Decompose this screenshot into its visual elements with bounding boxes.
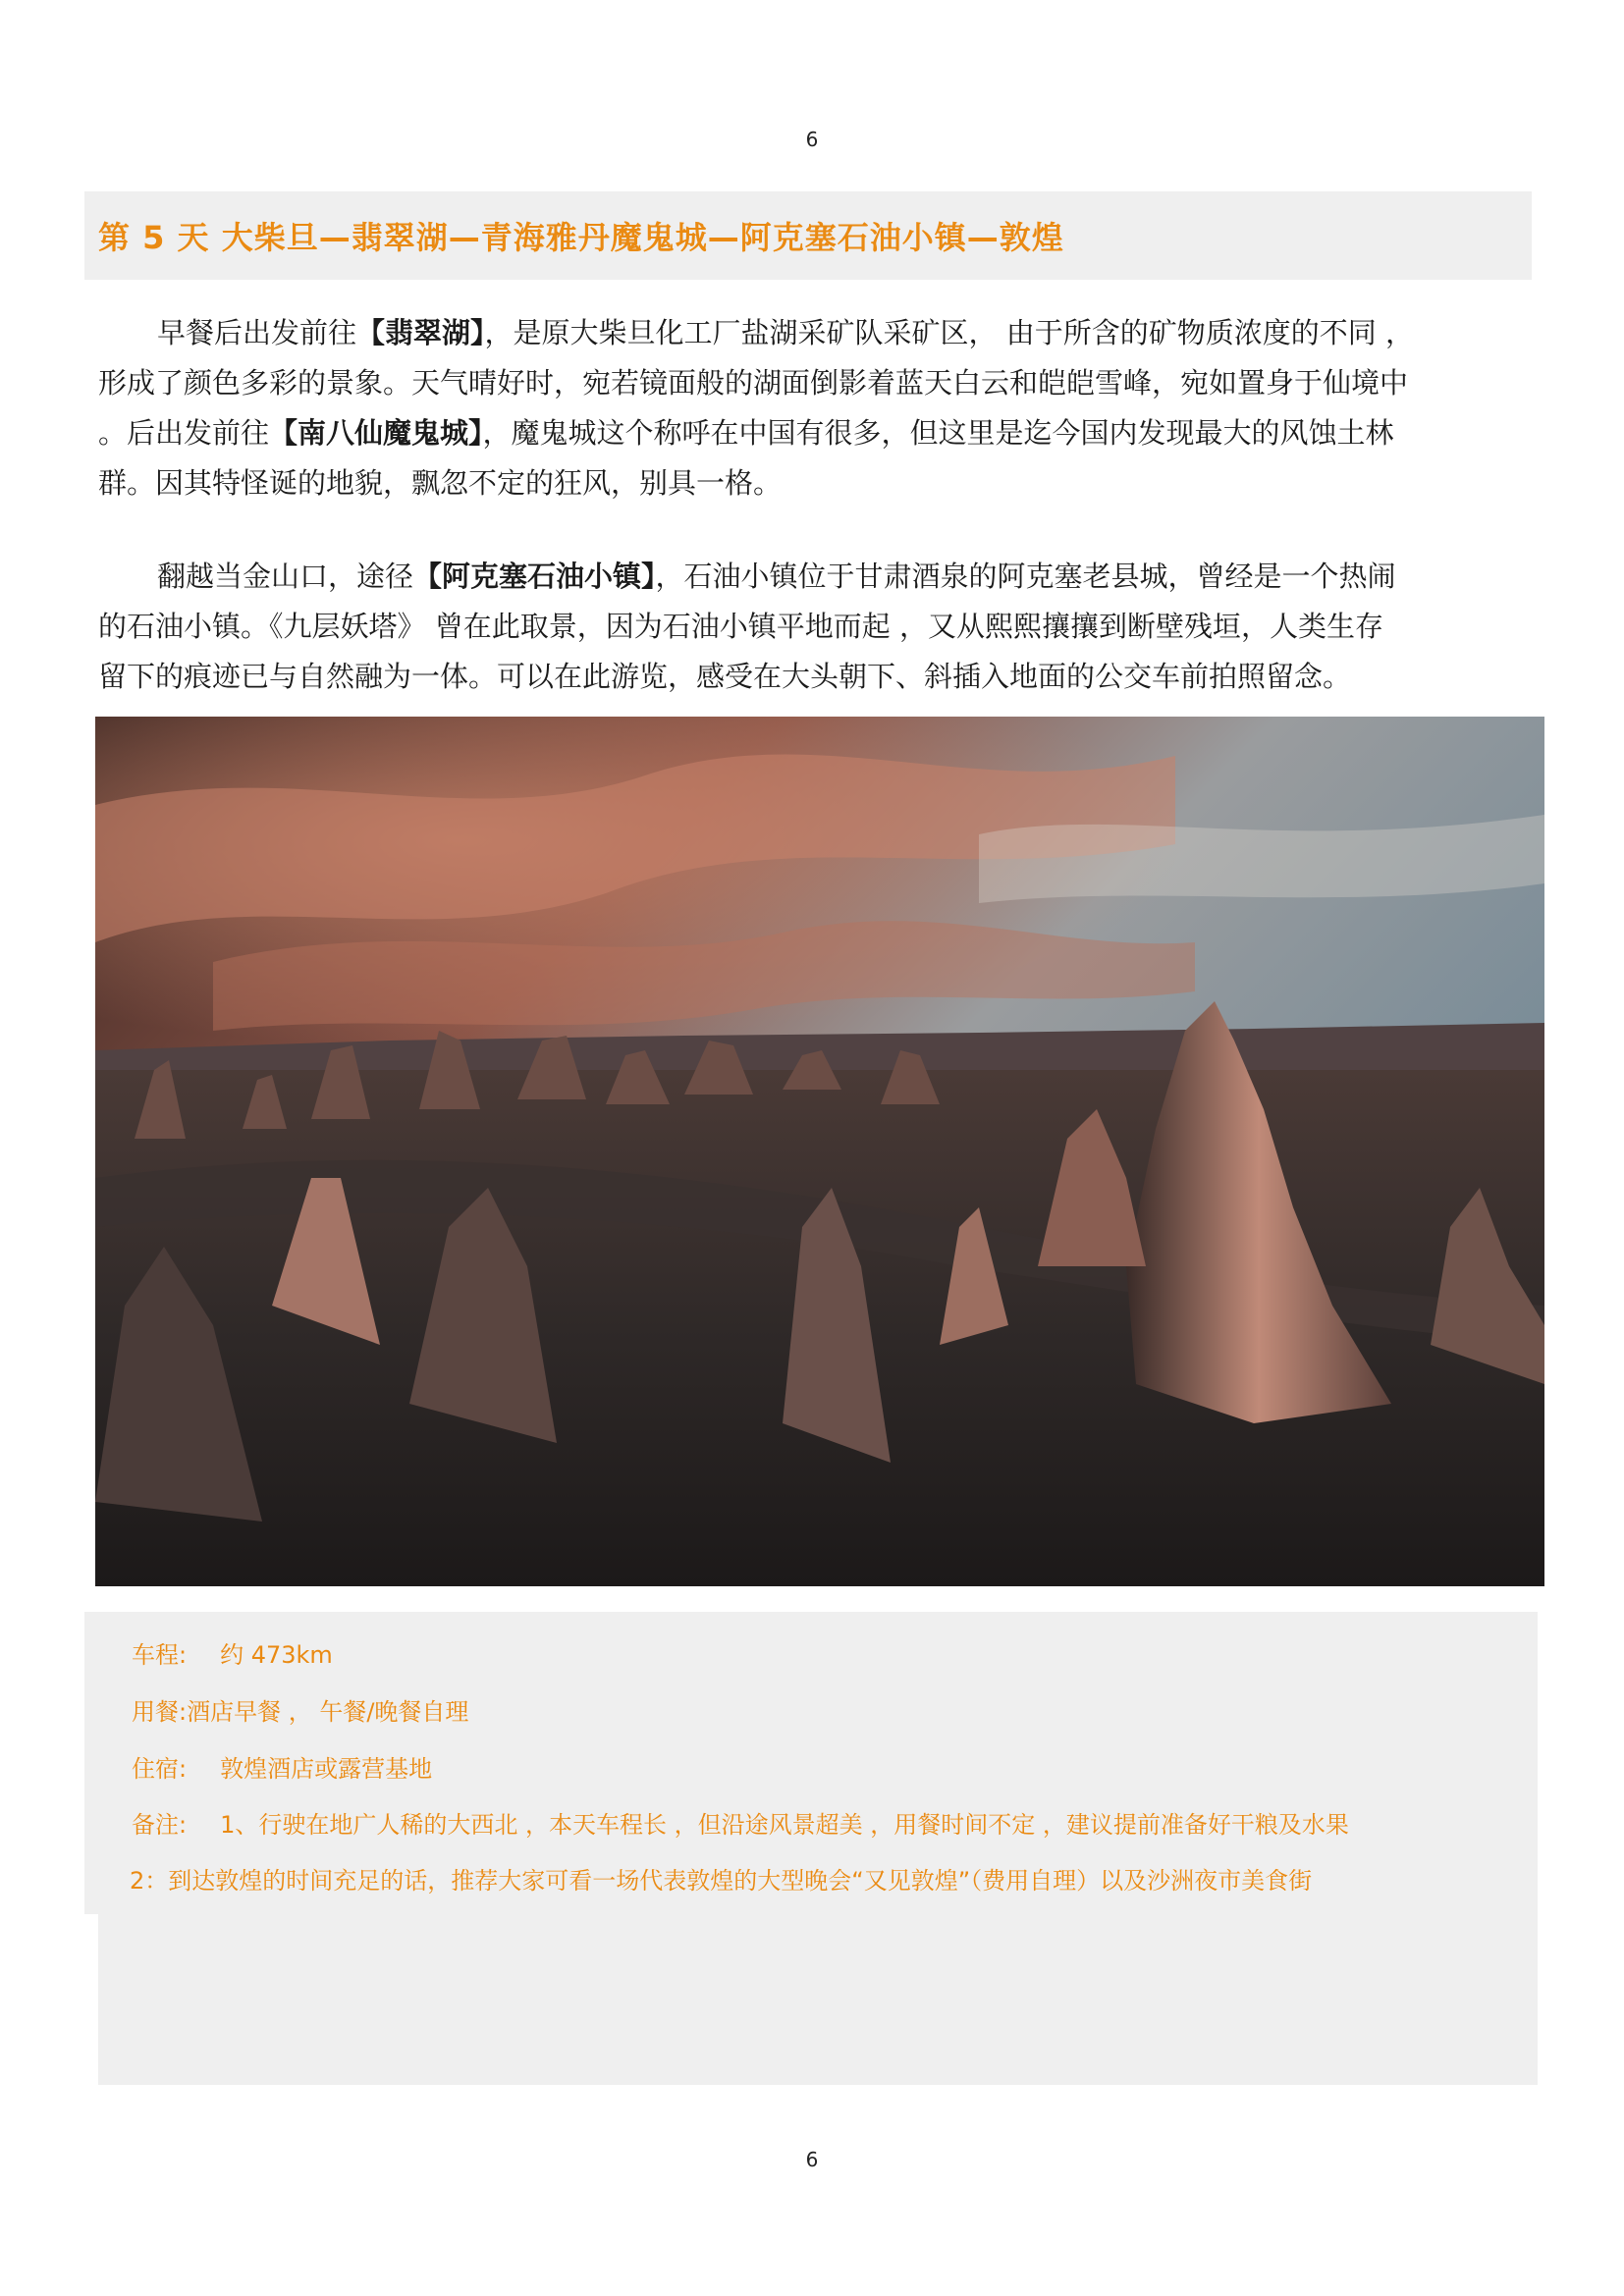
day-header: [84, 191, 1532, 280]
paragraph-jade-lake: [98, 308, 1443, 508]
paragraph-line: 群。因其特怪诞的地貌，飘忽不定的狂风，别具一格。: [98, 466, 783, 500]
paragraph-line: 的石油小镇。《九层妖塔》 曾在此取景，因为石油小镇平地而起 ，又从熙熙攘攘到断壁残垣，人类生存: [98, 610, 1383, 643]
day-title: 第 5 天 大柴旦—翡翠湖—青海雅丹魔鬼城—阿克塞石油小镇—敦煌: [98, 219, 1064, 256]
lodging-row: [132, 1749, 432, 1784]
paragraph-line: 。后出发前往【南八仙魔鬼城】，魔鬼城这个称呼在中国有很多，但这里是迄今国内发现最大的风蚀土林: [98, 416, 1394, 450]
page-number-top: 6: [805, 128, 819, 151]
lodging-value: 敦煌酒店或露营基地: [220, 1755, 433, 1783]
meals-label: 用餐:: [132, 1698, 188, 1726]
distance-row: [132, 1635, 333, 1670]
note-1: 1、行驶在地广人稀的大西北 ，本天车程长 ，但沿途风景超美 ，用餐时间不定 ，建议提前准备好干粮及水果: [220, 1811, 1349, 1839]
highlight-devil-city: 【南八仙魔鬼城】: [269, 416, 483, 450]
yardang-landscape-photo: [95, 717, 1544, 1586]
highlight-oil-town: 【阿克塞石油小镇】: [413, 560, 656, 593]
paragraph-line: 留下的痕迹已与自然融为一体。可以在此游览，感受在大头朝下、斜插入地面的公交车前拍照留念。: [98, 660, 1352, 693]
info-box-extension: [98, 1895, 1538, 2085]
meals-row: [132, 1692, 468, 1727]
page-number-bottom: 6: [805, 2148, 819, 2171]
trip-info-box: [84, 1612, 1538, 1914]
notes-label: 备注:: [132, 1811, 188, 1839]
lodging-label: 住宿:: [132, 1755, 188, 1783]
paragraph-oil-town: [98, 552, 1443, 702]
meals-value: 酒店早餐 ， 午餐/晚餐自理: [187, 1698, 469, 1726]
paragraph-line: 早餐后出发前往【翡翠湖】，是原大柴旦化工厂盐湖采矿队采矿区， 由于所含的矿物质浓度的不同 ，: [157, 316, 1414, 349]
highlight-jade-lake: 【翡翠湖】: [356, 316, 485, 349]
paragraph-line: 翻越当金山口，途径【阿克塞石油小镇】，石油小镇位于甘肃酒泉的阿克塞老县城，曾经是一个热闹: [157, 560, 1396, 593]
notes-row: [132, 1805, 1349, 1840]
distance-value: 约 473km: [220, 1641, 333, 1669]
distance-label: 车程:: [132, 1641, 188, 1669]
paragraph-line: 形成了颜色多彩的景象。天气晴好时，宛若镜面般的湖面倒影着蓝天白云和皑皑雪峰，宛如置身于仙境中: [98, 366, 1409, 400]
note-2: 2：到达敦煌的时间充足的话，推荐大家可看一场代表敦煌的大型晚会“又见敦煌”（费用自理）以及沙洲夜市美食街: [130, 1867, 1313, 1895]
